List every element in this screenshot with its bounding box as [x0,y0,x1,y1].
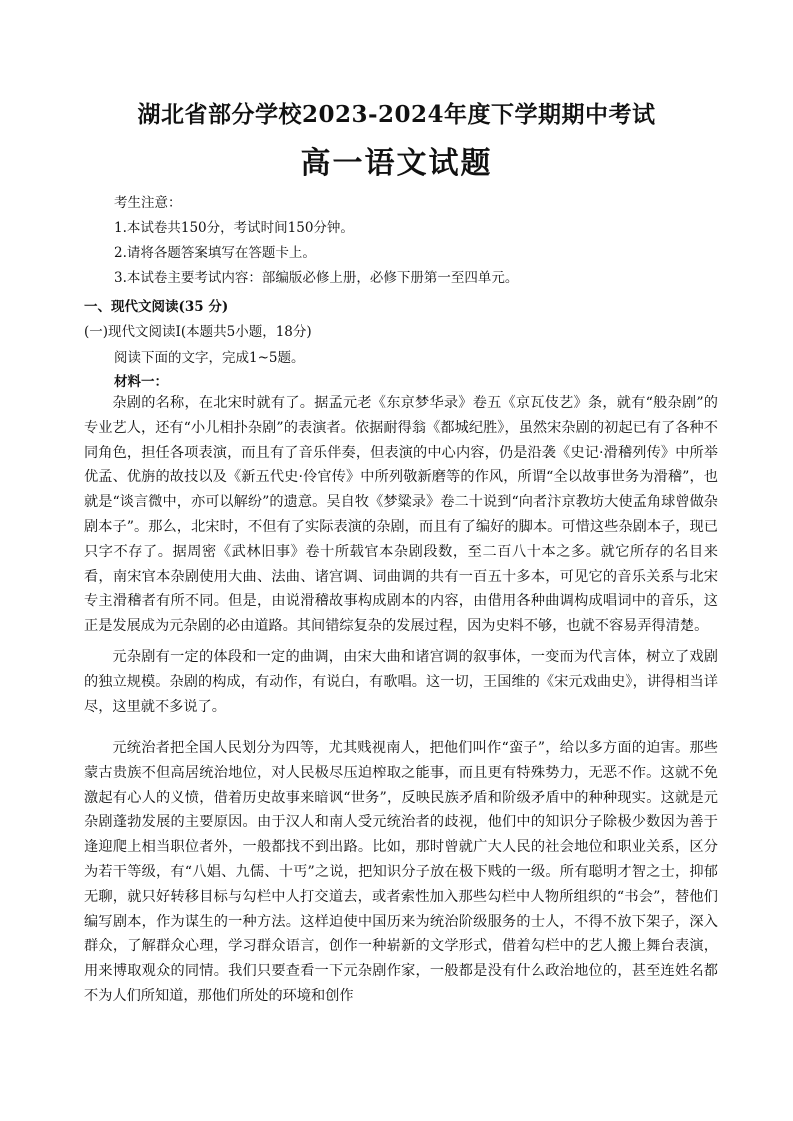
passage-paragraph-3: 元统治者把全国人民划分为四等，尤其贱视南人，把他们叫作“蛮子”，给以多方面的迫害。那些蒙古贵族不但高居统治地位，对人民极尽压迫榨取之能事，而且更有特殊势力，无恶不作。这就不免激起有心人的义愤，借着历史故事来暗讽“世务”，反映民族矛盾和阶级矛盾中的种种现实。这就是元杂剧蓬勃发展的主要原因。由于汉人和南人受元统治者的歧视，他们中的知识分子除极少数因为善于逢迎爬上相当职位者外，一般都找不到出路。比如，那时曾就广大人民的社会地位和职业关系，区分为若干等级，有“八娼、九儒、十丐”之说，把知识分子放在极下贱的一级。所有聪明才智之士，抑郁无聊，就只好转移目标与勾栏中人打交道去，或者索性加入那些勾栏中人物所组织的“书会”，替他们编写剧本，作为谋生的一种方法。这样迫使中国历来为统治阶级服务的士人，不得不放下架子，深入群众，了解群众心理，学习群众语言，创作一种崭新的文学形式，借着勾栏中的艺人搬上舞台表演，用来博取观众的同情。我们只要查看一下元杂剧作家，一般都是没有什么政治地位的，甚至连姓名都不为人们所知道，那他们所处的环境和创作 [84,740,718,1004]
subsection-heading: (一)现代文阅读Ⅰ(本题共5小题，18分) [84,324,312,340]
passage-paragraph-1: 杂剧的名称，在北宋时就有了。据孟元老《东京梦华录》卷五《京瓦伎艺》条，就有“般杂剧”的专业艺人，还有“小儿相扑杂剧”的表演者。依据耐得翁《都城纪胜》，虽然宋杂剧的初起已有了各种不同角色，担任各项表演，而且有了音乐伴奏，但表演的中心内容，仍是沿袭《史记·滑稽列传》中所举优孟、优旃的故技以及《新五代史·伶官传》中所列敬新磨等的作风，所谓“全以故事世务为滑稽”，也就是“谈言微中，亦可以解纷”的遗意。吴自牧《梦粱录》卷二十说到“向者汴京教坊大使孟角球曾做杂剧本子”。那么，北宋时，不但有了实际表演的杂剧，而且有了编好的脚本。可惜这些杂剧本子，现已只字不存了。据周密《武林旧事》卷十所载官本杂剧段数，至二百八十本之多。就它所存的名目来看，南宋官本杂剧使用大曲、法曲、诸宫调、词曲调的共有一百五十多本，可见它的音乐关系与北宋专主滑稽者有所不同。但是，由说滑稽故事构成剧本的内容，由借用各种曲调构成唱词中的音乐，这正是发展成为元杂剧的必由道路。其间错综复杂的发展过程，因为史料不够，也就不容易弄得清楚。 [84,395,718,635]
notice-heading: 考生注意： [114,195,182,211]
notice-item-3: 3.本试卷主要考试内容：部编版必修上册，必修下册第一至四单元。 [114,270,519,286]
exam-subtitle: 高一语文试题 [300,146,493,181]
material-label: 材料一： [114,374,168,390]
reading-instruction: 阅读下面的文字，完成1~5题。 [114,350,305,366]
exam-title: 湖北省部分学校2023-2024年度下学期期中考试 [137,101,656,128]
section-heading: 一、现代文阅读(35 分) [84,299,229,315]
notice-item-1: 1.本试卷共150分，考试时间150分钟。 [114,220,354,236]
passage-paragraph-2: 元杂剧有一定的体段和一定的曲调，由宋大曲和诸宫调的叙事体，一变而为代言体，树立了戏剧的独立规模。杂剧的构成，有动作，有说白，有歌唱。这一切，王国维的《宋元戏曲史》，讲得相当详尽，这里就不多说了。 [84,649,718,715]
notice-item-2: 2.请将各题答案填写在答题卡上。 [114,245,316,261]
